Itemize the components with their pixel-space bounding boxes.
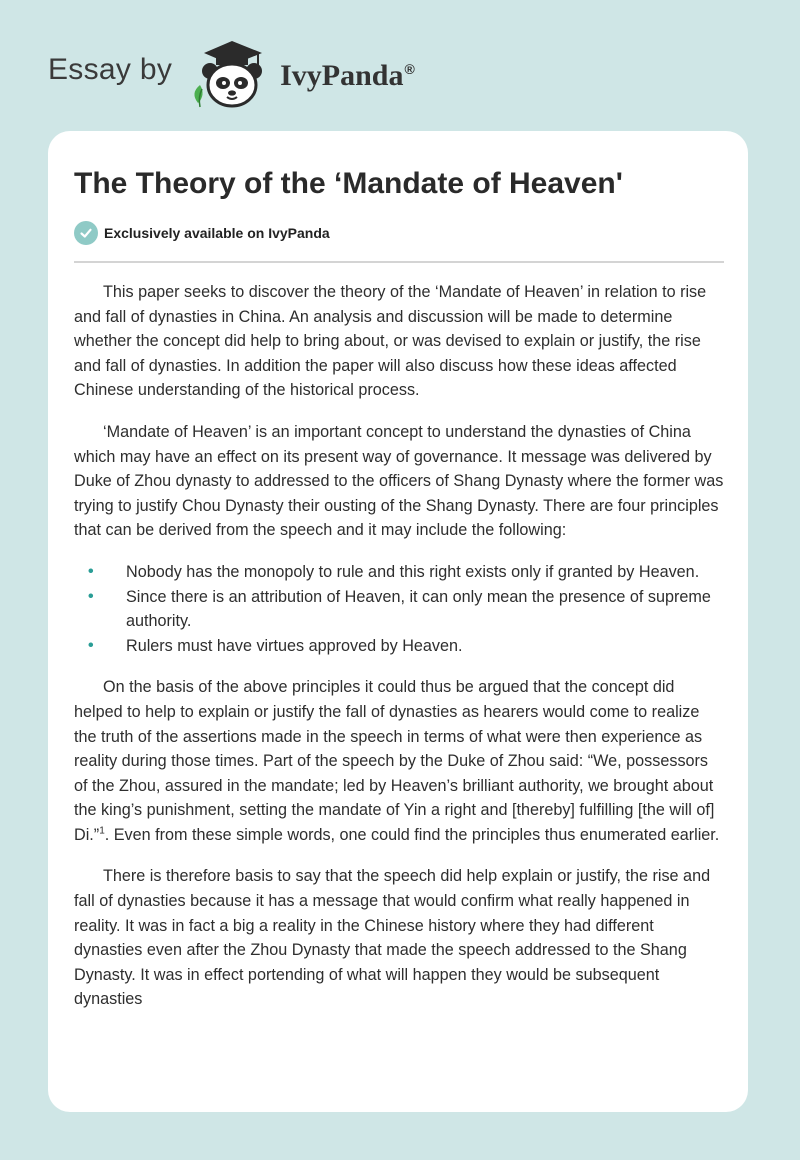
bullet-icon: • xyxy=(88,562,94,580)
list-item xyxy=(74,560,724,585)
list-item-text: Rulers must have virtues approved by Heaven. xyxy=(126,636,463,655)
paragraph-4: There is therefore basis to say that the speech did help explain or justify, the rise and fall of dynasties because it has a message that would confirm what really happened in reality. It was in fact a big a reality in the Chinese history where they had different dynasties even after the Zhou Dynasty that made the speech addressed to the Shang Dynasty. It was in effect portending of what will happen they would be subsequent dynasties xyxy=(74,867,711,1009)
divider xyxy=(74,261,724,263)
site-header xyxy=(48,34,508,114)
exclusive-label: Exclusively available on IvyPanda xyxy=(104,225,330,241)
exclusive-badge xyxy=(74,221,330,245)
paragraph-3-tail: . Even from these simple words, one could find the principles thus enumerated earlier. xyxy=(104,825,720,844)
essay-by-label: Essay by xyxy=(48,53,173,86)
bullet-icon: • xyxy=(88,587,94,605)
bullet-icon: • xyxy=(88,636,94,654)
paragraph-3 xyxy=(74,675,724,847)
essay-body xyxy=(74,280,724,1029)
list-item xyxy=(74,634,724,659)
list-item xyxy=(74,585,724,634)
list-item-text: Since there is an attribution of Heaven, it can only mean the presence of supreme authority. xyxy=(126,587,711,631)
paragraph-3-text: On the basis of the above principles it could thus be argued that the concept did helped to help to explain or justify the fall of dynasties as hearers would come to realize the truth of the assertions made in the speech in terms of what were then experience as reality during those times. Part of the speech by the Duke of Zhou said: “We, possessors of the Zhou, assured in the mandate; led by Heaven’s brilliant authority, we brought about the king’s punishment, setting the mandate of Yin a right and [thereby] fulfilling [the will of] Di.” xyxy=(74,678,715,844)
check-icon xyxy=(74,221,98,245)
brand-name[interactable] xyxy=(280,59,415,93)
brand-text: IvyPanda xyxy=(280,59,404,92)
essay-card xyxy=(48,131,748,1112)
principles-list xyxy=(74,560,724,658)
footnote-ref[interactable]: 1 xyxy=(99,825,105,837)
ivypanda-panda-logo-icon[interactable] xyxy=(186,37,276,111)
paragraph-2: ‘Mandate of Heaven’ is an important concept to understand the dynasties of China which may have an effect on its present way of governance. It message was delivered by Duke of Zhou dynasty to addressed to the officers of Shang Dynasty where the former was trying to justify Chou Dynasty their ousting of the Shang Dynasty. There are four principles that can be derived from the speech and it may include the following: xyxy=(74,422,724,540)
paragraph-1: This paper seeks to discover the theory of the ‘Mandate of Heaven’ in relation to rise and fall of dynasties in China. An analysis and discussion will be made to determine whether the concept did help to bring about, or was devised to explain or justify, the rise and fall of dynasties. In addition the paper will also discuss how these ideas affected Chinese understanding of the historical process. xyxy=(74,283,707,400)
list-item-text: Nobody has the monopoly to rule and this right exists only if granted by Heaven. xyxy=(126,562,700,581)
page-title: The Theory of the ‘Mandate of Heaven' xyxy=(74,167,623,200)
registered-mark: ® xyxy=(404,61,415,77)
